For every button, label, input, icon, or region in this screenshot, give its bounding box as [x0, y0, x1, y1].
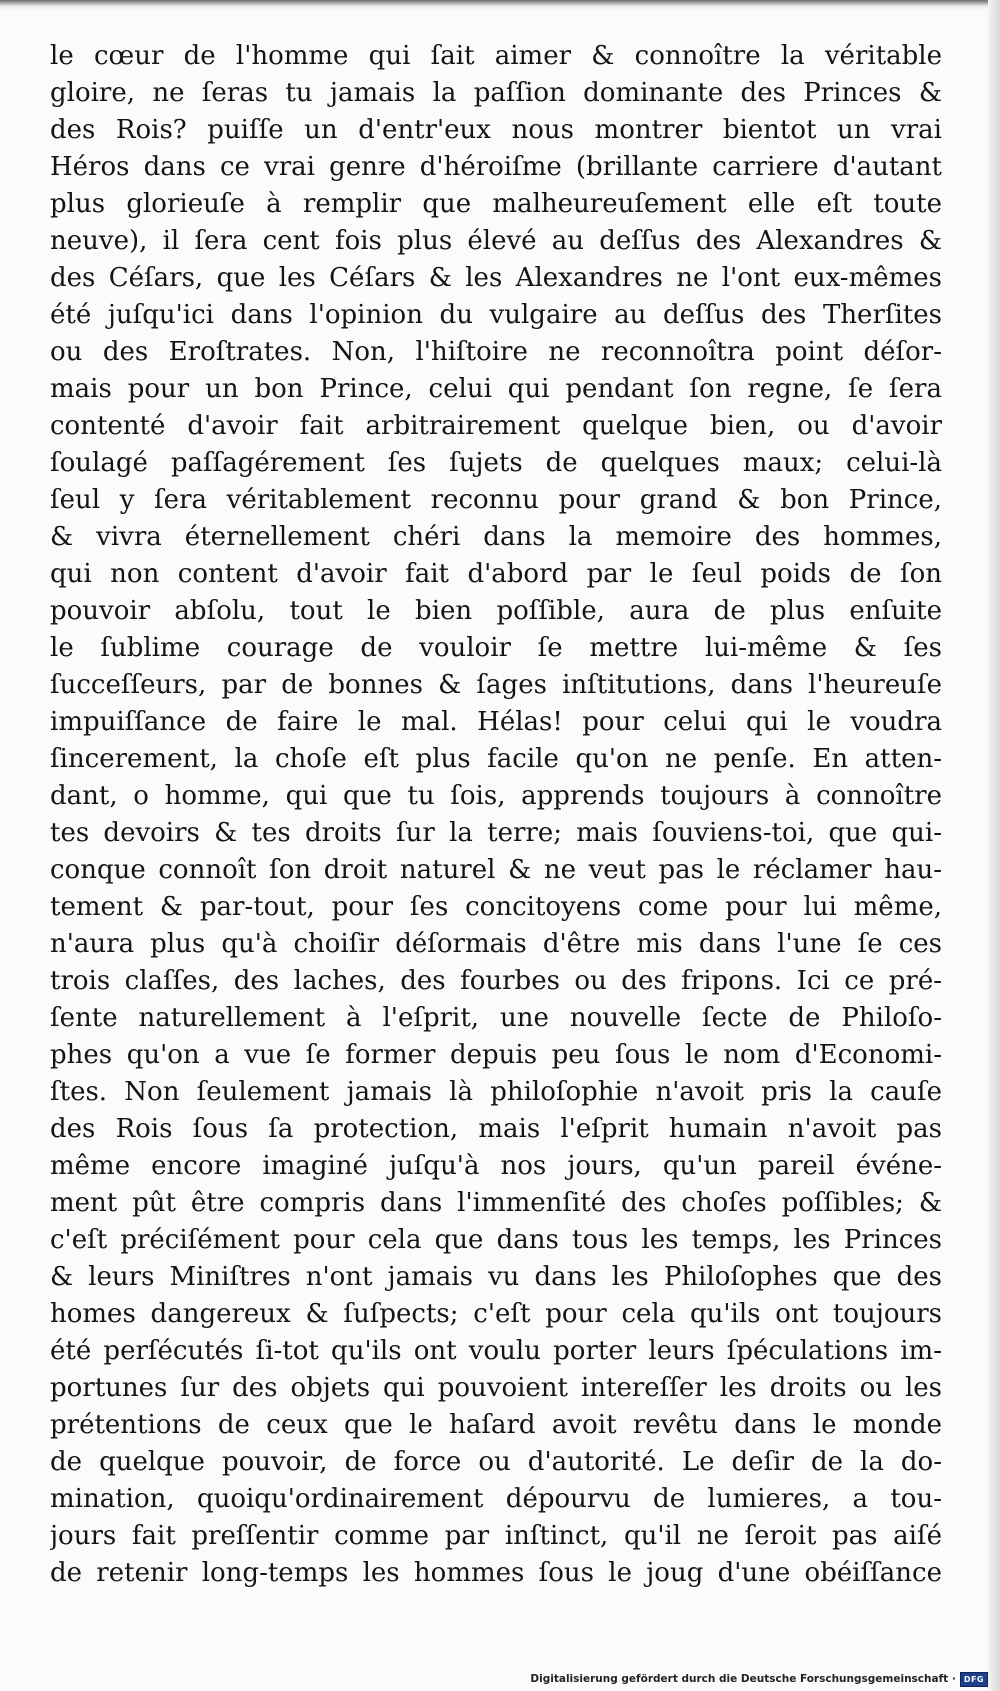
- text-line: tement & par-tout, pour ſes concitoyens come pour lui même,: [50, 892, 942, 922]
- text-line: c'eſt préciſément pour cela que dans tous les temps, les Princes: [50, 1225, 942, 1255]
- text-line: phes qu'on a vue ſe former depuis peu ſous le nom d'Economi-: [50, 1040, 942, 1070]
- text-line: ſincerement, la choſe eſt plus facile qu'on ne penſe. En atten-: [50, 744, 942, 774]
- text-line: prétentions de ceux que le haſard avoit revêtu dans le monde: [50, 1410, 942, 1440]
- text-line: été perſécutés ſi-tot qu'ils ont voulu porter leurs ſpéculations im-: [50, 1336, 942, 1366]
- text-line: ſente naturellement à l'eſprit, une nouvelle ſecte de Philoſo-: [50, 1003, 942, 1033]
- text-line: impuiſſance de faire le mal. Hélas! pour celui qui le voudra: [50, 707, 942, 737]
- text-line: ment pût être compris dans l'immenſité des choſes poſſibles; &: [50, 1188, 942, 1218]
- text-line: qui non content d'avoir fait d'abord par le ſeul poids de ſon: [50, 559, 942, 589]
- text-line: des Rois? puiſſe un d'entr'eux nous montrer bientot un vrai: [50, 115, 942, 145]
- page-top-edge: [0, 0, 1000, 10]
- footer-credit: Digitalisierung gefördert durch die Deutsche Forschungsgemeinschaft ·: [530, 1673, 956, 1685]
- text-line: ſtes. Non ſeulement jamais là philoſophie n'avoit pris la cauſe: [50, 1077, 942, 1107]
- text-line: ſeul y ſera véritablement reconnu pour grand & bon Prince,: [50, 485, 942, 515]
- text-line: ſoulagé paſſagérement ſes ſujets de quelques maux; celui-là: [50, 448, 942, 478]
- text-line: des Rois ſous ſa protection, mais l'eſprit humain n'avoit pas: [50, 1114, 942, 1144]
- body-text: [50, 38, 942, 1592]
- text-line: mination, quoiqu'ordinairement dépourvu de lumieres, a tou-: [50, 1484, 942, 1514]
- text-line: contenté d'avoir fait arbitrairement quelque bien, ou d'avoir: [50, 411, 942, 441]
- text-line: pouvoir abſolu, tout le bien poſſible, aura de plus enſuite: [50, 596, 942, 626]
- text-line: même encore imaginé juſqu'à nos jours, qu'un pareil événe-: [50, 1151, 942, 1181]
- text-line: n'aura plus qu'à choiſir déſormais d'être mis dans l'une ſe ces: [50, 929, 942, 959]
- text-line: & vivra éternellement chéri dans la memoire des hommes,: [50, 522, 942, 552]
- text-line: & leurs Miniſtres n'ont jamais vu dans les Philoſophes que des: [50, 1262, 942, 1292]
- text-line: portunes ſur des objets qui pouvoient intereſſer les droits ou les: [50, 1373, 942, 1403]
- text-line: tes devoirs & tes droits ſur la terre; mais ſouviens-toi, que qui-: [50, 818, 942, 848]
- text-line: plus glorieuſe à remplir que malheureuſement elle eſt toute: [50, 189, 942, 219]
- text-line: neuve), il ſera cent fois plus élevé au deſſus des Alexandres &: [50, 226, 942, 256]
- text-line: le ſublime courage de vouloir ſe mettre lui-même & ſes: [50, 633, 942, 663]
- text-line: ou des Eroſtrates. Non, l'hiſtoire ne reconnoîtra point déſor-: [50, 337, 942, 367]
- text-line: ſucceſſeurs, par de bonnes & ſages inſtitutions, dans l'heureuſe: [50, 670, 942, 700]
- digitization-footer: [0, 1670, 988, 1688]
- dfg-logo-icon: DFG: [960, 1672, 988, 1687]
- text-line: gloire, ne ſeras tu jamais la paſſion dominante des Princes &: [50, 78, 942, 108]
- text-line: conque connoît ſon droit naturel & ne veut pas le réclamer hau-: [50, 855, 942, 885]
- text-line: été juſqu'ici dans l'opinion du vulgaire au deſſus des Therſites: [50, 300, 942, 330]
- text-line: de quelque pouvoir, de force ou d'autorité. Le deſir de la do-: [50, 1447, 942, 1477]
- text-line: dant, o homme, qui que tu ſois, apprends toujours à connoître: [50, 781, 942, 811]
- text-line: le cœur de l'homme qui ſait aimer & connoître la véritable: [50, 41, 942, 71]
- text-line: trois claſſes, des laches, des fourbes ou des fripons. Ici ce pré-: [50, 966, 942, 996]
- text-line: des Céſars, que les Céſars & les Alexandres ne l'ont eux-mêmes: [50, 263, 942, 293]
- text-line: Héros dans ce vrai genre d'héroiſme (brillante carriere d'autant: [50, 152, 942, 182]
- text-line: de retenir long-temps les hommes ſous le joug d'une obéiſſance: [50, 1558, 942, 1588]
- text-line: jours fait preſſentir comme par inſtinct, qu'il ne ſeroit pas aiſé: [50, 1521, 942, 1551]
- page-right-edge: [988, 0, 1000, 1691]
- text-line: homes dangereux & ſuſpects; c'eſt pour cela qu'ils ont toujours: [50, 1299, 942, 1329]
- text-line: mais pour un bon Prince, celui qui pendant ſon regne, ſe ſera: [50, 374, 942, 404]
